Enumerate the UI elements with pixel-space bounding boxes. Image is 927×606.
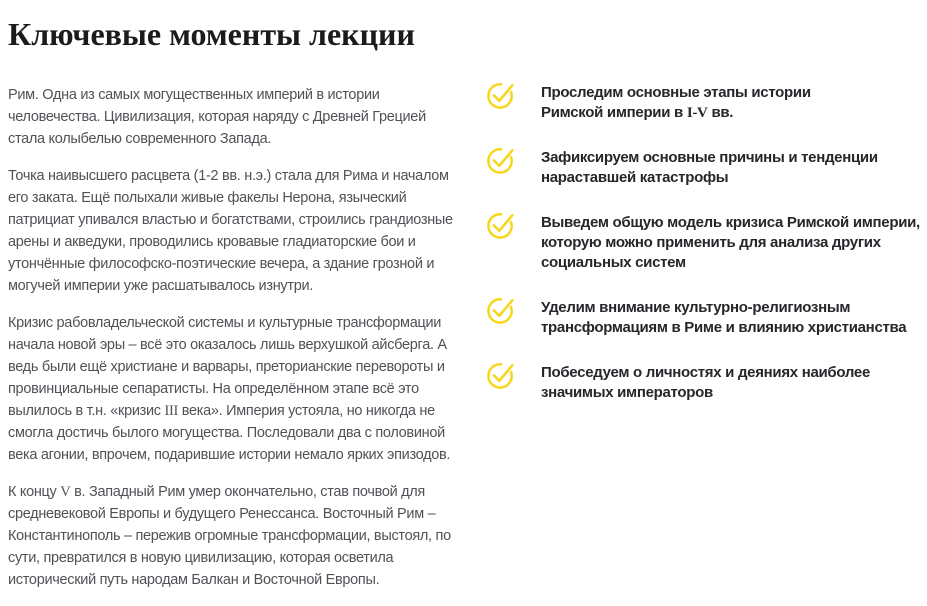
paragraph: [8, 165, 473, 297]
check-circle-icon: [487, 81, 515, 109]
text-line: социальных систем: [541, 254, 686, 271]
key-point-text: [541, 211, 920, 273]
text-line: Точка наивысшего расцвета (1-2 вв. н.э.) стала для Рима и началом: [8, 168, 449, 184]
text-line: утончённые философско-поэтические вечера, а здание грозной и: [8, 256, 435, 272]
key-point-text: [541, 81, 811, 123]
text-line: Рим. Одна из самых могущественных империй в истории: [8, 87, 380, 103]
text-line: могучей империи уже расшатывалось изнутри.: [8, 278, 313, 294]
text-line: значимых императоров: [541, 384, 713, 401]
paragraph: [8, 481, 473, 591]
content-columns: [8, 84, 919, 606]
key-points-column: [487, 81, 920, 426]
check-circle-icon: [487, 296, 515, 324]
text-line: нараставшей катастрофы: [541, 169, 729, 186]
key-point-item: [487, 146, 920, 188]
text-line: стала колыбелью современного Запада.: [8, 131, 272, 147]
text-line: Проследим основные этапы истории: [541, 84, 811, 101]
key-point-item: [487, 296, 920, 338]
text-line: патрициат упивался властью и богатствами, строились грандиозные: [8, 212, 453, 228]
key-point-text: [541, 361, 870, 403]
intro-text-column: [8, 84, 473, 606]
text-line: провинциальные сепаратисты. На определённом этапе всё это: [8, 381, 419, 397]
text-line: которую можно применить для анализа других: [541, 234, 881, 251]
text-line: его заката. Ещё полыхали живые факелы Нерона, языческий: [8, 190, 407, 206]
text-line: средневековой Европы и будущего Ренессанса. Восточный Рим –: [8, 506, 436, 522]
page-title: Ключевые моменты лекции: [8, 16, 415, 52]
text-line: смогла достичь былого могущества. Последовали два с половиной: [8, 425, 445, 441]
text-line: Выведем общую модель кризиса Римской империи,: [541, 214, 920, 231]
check-circle-icon: [487, 146, 515, 174]
text-line: Константинополь – пережив огромные трансформации, выстоял, по: [8, 528, 451, 544]
text-line: вылилось в т.н. «кризис III века». Империя устояла, но никогда не: [8, 403, 435, 419]
text-line: Римской империи в I-V вв.: [541, 104, 734, 121]
text-line: сути, превратился в новую цивилизацию, которая осветила: [8, 550, 394, 566]
text-line: Зафиксируем основные причины и тенденции: [541, 149, 878, 166]
check-circle-icon: [487, 361, 515, 389]
key-point-item: [487, 81, 920, 123]
text-line: Уделим внимание культурно-религиозным: [541, 299, 851, 316]
check-circle-icon: [487, 211, 515, 239]
text-line: исторический путь народам Балкан и Восточной Европы.: [8, 572, 380, 588]
key-point-item: [487, 361, 920, 403]
text-line: К концу V в. Западный Рим умер окончательно, став почвой для: [8, 484, 425, 500]
roman-numeral: III: [164, 403, 179, 419]
text-line: трансформациям в Риме и влиянию христианства: [541, 319, 907, 336]
paragraph: [8, 312, 473, 466]
key-point-text: [541, 296, 906, 338]
text-line: арены и акведуки, проводились кровавые гладиаторские бои и: [8, 234, 416, 250]
text-line: века агонии, впрочем, подарившие истории немало ярких эпизодов.: [8, 447, 451, 463]
text-line: Кризис рабовладельческой системы и культурные трансформации: [8, 315, 442, 331]
text-line: ведь были ещё христиане и варвары, преторианские перевороты и: [8, 359, 445, 375]
key-point-item: [487, 211, 920, 273]
text-line: Побеседуем о личностях и деяниях наиболее: [541, 364, 871, 381]
key-point-text: [541, 146, 878, 188]
paragraph: [8, 84, 473, 150]
text-line: человечества. Цивилизация, которая наряду с Древней Грецией: [8, 109, 426, 125]
roman-numeral: V: [60, 484, 71, 500]
text-line: начала новой эры – всё это оказалось лишь верхушкой айсберга. А: [8, 337, 447, 353]
roman-numeral: I-V: [686, 105, 708, 121]
